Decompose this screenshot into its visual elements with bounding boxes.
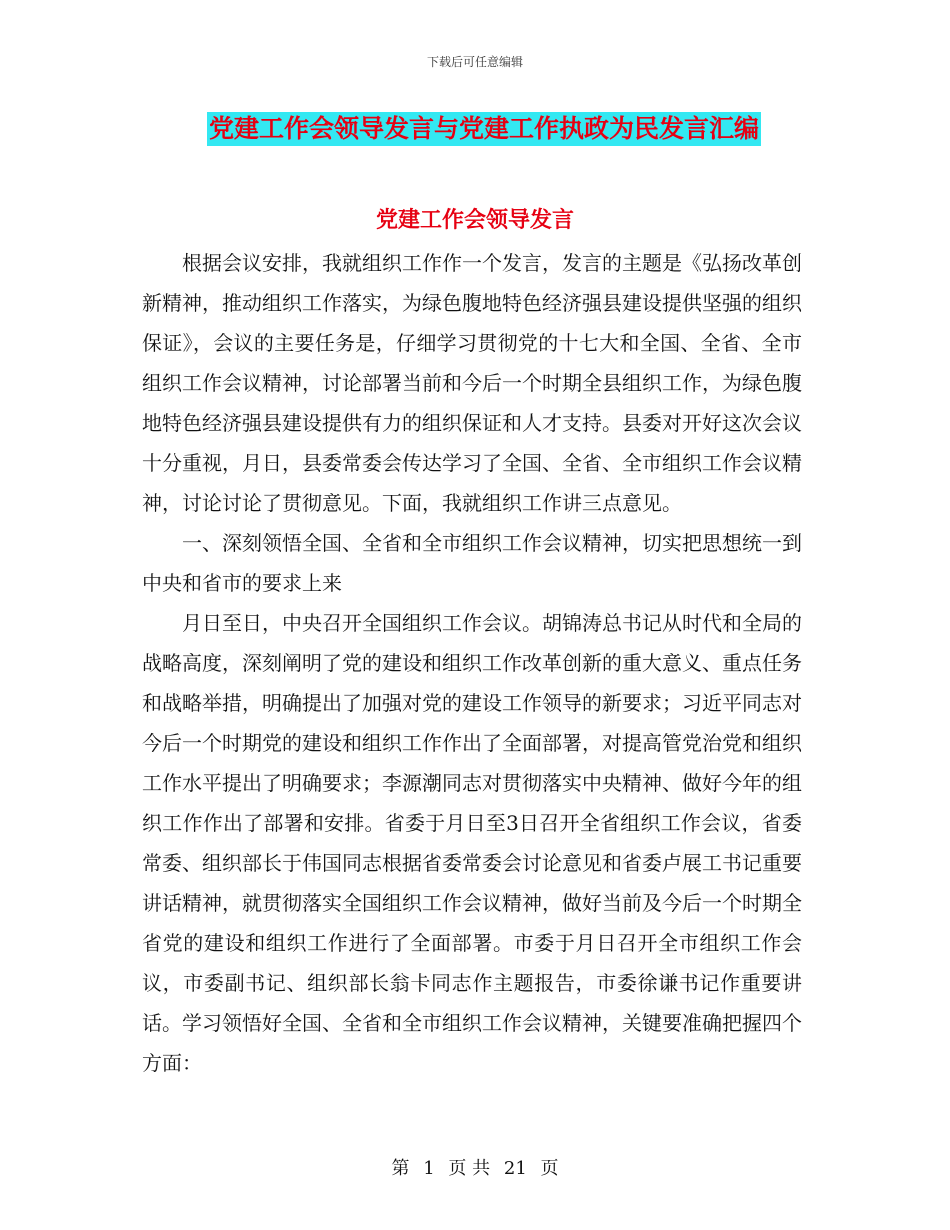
footer-suffix: 页 <box>540 1158 559 1179</box>
footer-prefix: 第 <box>391 1158 410 1179</box>
section-title: 党建工作会领导发言 <box>375 208 574 233</box>
paragraph-heading-one: 一、深刻领悟全国、全省和全市组织工作会议精神，切实把思想统一到中央和省市的要求上来 <box>142 531 802 595</box>
body-text <box>142 243 802 1083</box>
footer-total-pages: 21 <box>503 1158 527 1179</box>
footer-middle: 页 共 <box>448 1158 491 1179</box>
paragraph-meetings: 月日至日，中央召开全国组织工作会议。胡锦涛总书记从时代和全局的战略高度，深刻阐明了党的建设和组织工作改革创新的重大意义、重点任务和战略举措，明确提出了加强对党的建设工作领导的新要求；习近平同志对今后一个时期党的建设和组织工作作出了全面部署，对提高管党治党和组织工作水平提出了明确要求；李源潮同志对贯彻落实中央精神、做好今年的组织工作作出了部署和安排。省委于月日至3日召开全省组织工作会议，省委常委、组织部长于伟国同志根据省委常委会讨论意见和省委卢展工书记重要讲话精神，就贯彻落实全国组织工作会议精神，做好当前及今后一个时期全省党的建设和组织工作进行了全面部署。市委于月日召开全市组织工作会议，市委副书记、组织部长翁卡同志作主题报告，市委徐谦书记作重要讲话。学习领悟好全国、全省和全市组织工作会议精神，关键要准确把握四个方面： <box>142 611 802 1075</box>
header-note: 下载后可任意编辑 <box>426 55 523 69</box>
document-title: 党建工作会领导发言与党建工作执政为民发言汇编 <box>207 112 761 146</box>
footer-page-number: 1 <box>423 1158 435 1179</box>
page-footer <box>0 1154 950 1180</box>
paragraph-intro: 根据会议安排，我就组织工作作一个发言，发言的主题是《弘扬改革创新精神，推动组织工作落实，为绿色腹地特色经济强县建设提供坚强的组织保证》，会议的主要任务是，仔细学习贯彻党的十七大和全国、全省、全市组织工作会议精神，讨论部署当前和今后一个时期全县组织工作，为绿色腹地特色经济强县建设提供有力的组织保证和人才支持。县委对开好这次会议十分重视，月日，县委常委会传达学习了全国、全省、全市组织工作会议精神，讨论讨论了贯彻意见。下面，我就组织工作讲三点意见。 <box>142 251 802 515</box>
